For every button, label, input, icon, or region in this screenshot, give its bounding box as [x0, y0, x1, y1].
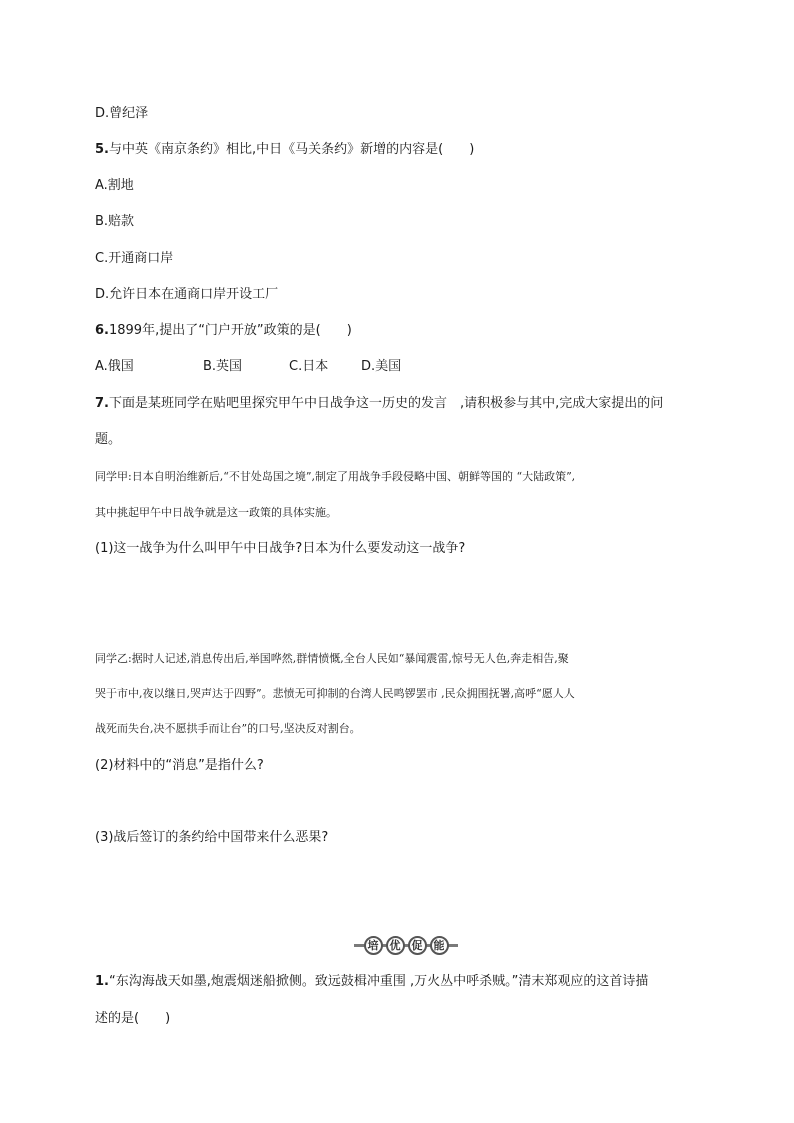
question-number: 1.: [95, 974, 109, 989]
question-7-stem: [95, 395, 663, 413]
question-number: 6.: [95, 323, 109, 338]
question-5-option-b: B.赔款: [95, 214, 135, 229]
question-number: 5.: [95, 142, 109, 157]
question-5-option-a: A.割地: [95, 178, 134, 193]
material-yi: 同学乙:据时人记述,消息传出后,举国哗然,群情愤慨,全台人民如“暴闻震雷,惊号无人色,奔走相告,聚: [95, 652, 569, 665]
question-6-stem: [95, 322, 352, 340]
question-6-option-b: B.英国: [203, 359, 243, 374]
sub-question-3: (3)战后签订的条约给中国带来什么恶果?: [95, 830, 329, 845]
question-text: 与中英《南京条约》相比,中日《马关条约》新增的内容是( ): [108, 142, 475, 157]
material-jia-cont: 其中挑起甲午中日战争就是这一政策的具体实施。: [95, 506, 337, 519]
question-text: 1899年,提出了“门户开放”政策的是( ): [108, 323, 352, 338]
material-jia: 同学甲:日本自明治维新后,“不甘处岛国之境”,制定了用战争手段侵略中国、朝鲜等国的 “大陆政策”,: [95, 470, 576, 483]
section-badge-char: 优: [386, 936, 405, 955]
question-6-option-a: A.俄国: [95, 359, 134, 374]
question-5-stem: [95, 141, 474, 159]
question-number: 7.: [95, 396, 109, 411]
question-text: “东沟海战天如墨,炮震烟迷船掀侧。致远鼓楫冲重围 ,万火丛中呼杀贼。”清末郑观应的这首诗描: [108, 974, 649, 989]
sub-question-1: (1)这一战争为什么叫甲午中日战争?日本为什么要发动这一战争?: [95, 541, 466, 556]
section-badge-char: 培: [364, 936, 383, 955]
question-5-option-c: C.开通商口岸: [95, 251, 174, 266]
material-yi-line-3: 战死而失台,决不愿拱手而让台”的口号,坚决反对割台。: [95, 722, 361, 735]
question-7-stem-cont: 题。: [95, 432, 122, 447]
section-badge-char: 能: [430, 936, 449, 955]
question-6-options: [95, 358, 401, 376]
question-4-option-d: D.曾纪泽: [95, 106, 149, 121]
section-badge-char: 促: [408, 936, 427, 955]
section-badge: [354, 934, 458, 956]
practice-question-1-stem-cont: 述的是( ): [95, 1011, 171, 1026]
question-6-option-d: D.美国: [361, 359, 402, 374]
question-6-option-c: C.日本: [289, 359, 329, 374]
question-5-option-d: D.允许日本在通商口岸开设工厂: [95, 287, 279, 302]
question-text: 下面是某班同学在贴吧里探究甲午中日战争这一历史的发言 ,请积极参与其中,完成大家提出的问: [108, 396, 664, 411]
practice-question-1-stem: [95, 973, 648, 991]
sub-question-2: (2)材料中的“消息”是指什么?: [95, 758, 264, 773]
material-yi-line-2: 哭于市中,夜以继日,哭声达于四野”。悲愤无可抑制的台湾人民鸣锣罢市 ,民众拥围抚署,高呼“愿人人: [95, 687, 575, 700]
